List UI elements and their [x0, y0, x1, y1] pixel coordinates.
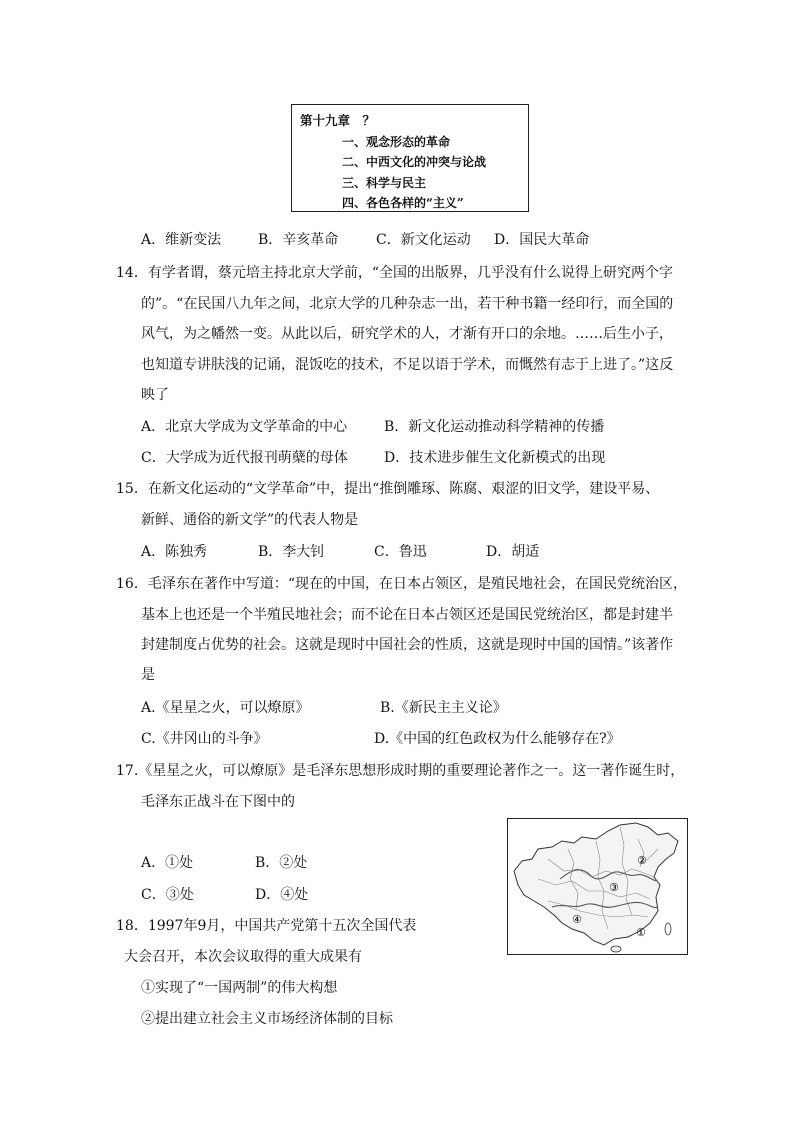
q13-option-d: D．国民大革命	[494, 232, 590, 248]
q13-option-a: A．维新变法	[141, 232, 222, 248]
q16-stem-line-2: 基本上也还是一个半殖民地社会；而不论在日本占领区还是国民党统治区，都是封建半	[141, 607, 673, 623]
q13-option-c: C．新文化运动	[376, 232, 471, 248]
q17-stem-line-2: 毛泽东正战斗在下图中的	[141, 794, 295, 810]
q17-option-c: C．③处	[141, 887, 194, 903]
q15-option-a: A．陈独秀	[141, 544, 208, 560]
map-taiwan	[665, 923, 671, 935]
q17-stem-line-1: 17.《星星之火，可以燎原》是毛泽东思想形成时期的重要理论著作之一。这一著作诞生时，	[116, 763, 685, 779]
q14-option-b: B．新文化运动推动科学精神的传播	[384, 419, 605, 435]
map-marker-3: ③	[609, 881, 619, 894]
q16-option-b: B.《新民主主义论》	[380, 700, 507, 716]
q13-option-b: B．辛亥革命	[258, 232, 339, 248]
q17-option-a: A．①处	[141, 855, 194, 871]
q18-statement-1: ①实现了“一国两制”的伟大构想	[141, 980, 338, 996]
q14-option-c: C．大学成为近代报刊萌蘖的母体	[141, 450, 348, 466]
q18-stem-line-2: 大会召开，本次会议取得的重大成果有	[124, 949, 362, 965]
q18-statement-2: ②提出建立社会主义市场经济体制的目标	[141, 1011, 393, 1027]
q16-option-d: D.《中国的红色政权为什么能够存在?》	[374, 731, 621, 747]
q14-stem-line-5: 映了	[141, 387, 169, 403]
q16-option-a: A.《星星之火，可以燎原》	[141, 700, 310, 716]
map-marker-1: ①	[636, 926, 646, 939]
q15-option-c: C．鲁迅	[374, 544, 427, 560]
q15-stem-line-1: 15．在新文化运动的“文学革命”中，提出“推倒雕琢、陈腐、艰涩的旧文学，建设平易、	[116, 481, 660, 497]
q16-stem-line-3: 封建制度占优势的社会。这就是现时中国社会的性质，这就是现时中国的国情。”该著作	[141, 637, 674, 653]
contents-item-4: 四、各色各样的“主义”	[342, 196, 464, 210]
q15-stem-line-2: 新鲜、通俗的新文学”的代表人物是	[141, 512, 359, 528]
map-marker-4: ④	[572, 913, 582, 926]
q17-option-d: D．④处	[255, 887, 309, 903]
chapter-title: 第十九章 ？	[300, 113, 376, 128]
q14-stem-line-1: 14．有学者谓，蔡元培主持北京大学前，“全国的出版界，几乎没有什么说得上研究两个字	[116, 265, 673, 281]
q16-option-c: C.《井冈山的斗争》	[141, 731, 268, 747]
q16-stem-line-4: 是	[141, 667, 155, 683]
map-hainan	[611, 946, 621, 952]
contents-item-2: 二、中西文化的冲突与论战	[342, 155, 487, 169]
q15-option-d: D．胡适	[486, 544, 540, 560]
q14-option-a: A．北京大学成为文学革命的中心	[141, 419, 348, 435]
q14-stem-line-3: 风气，为之幡然一变。从此以后，研究学术的人，才渐有开口的余地。……后生小子，	[141, 326, 673, 342]
q14-stem-line-4: 也知道专讲肤浅的记诵，混饭吃的技术，不足以语于学术，而慨然有志于上进了。”这反	[141, 357, 674, 373]
chapter-contents-box	[291, 104, 529, 212]
q15-option-b: B．李大钊	[258, 544, 325, 560]
q17-option-b: B．②处	[255, 855, 308, 871]
q16-stem-line-1: 16．毛泽东在著作中写道：“现在的中国，在日本占领区，是殖民地社会，在国民党统治区，	[116, 576, 687, 592]
contents-item-1: 一、观念形态的革命	[342, 135, 451, 149]
q14-option-d: D．技术进步催生文化新模式的出现	[384, 450, 606, 466]
map-marker-2: ②	[637, 854, 647, 867]
china-map-figure	[507, 818, 688, 955]
q18-stem-line-1: 18．1997年9月，中国共产党第十五次全国代表	[116, 918, 417, 934]
china-map-svg	[508, 819, 687, 954]
q14-stem-line-2: 的”。“在民国八九年之间，北京大学的几种杂志一出，若干种书籍一经印行，而全国的	[141, 296, 674, 312]
contents-item-3: 三、科学与民主	[342, 176, 427, 190]
